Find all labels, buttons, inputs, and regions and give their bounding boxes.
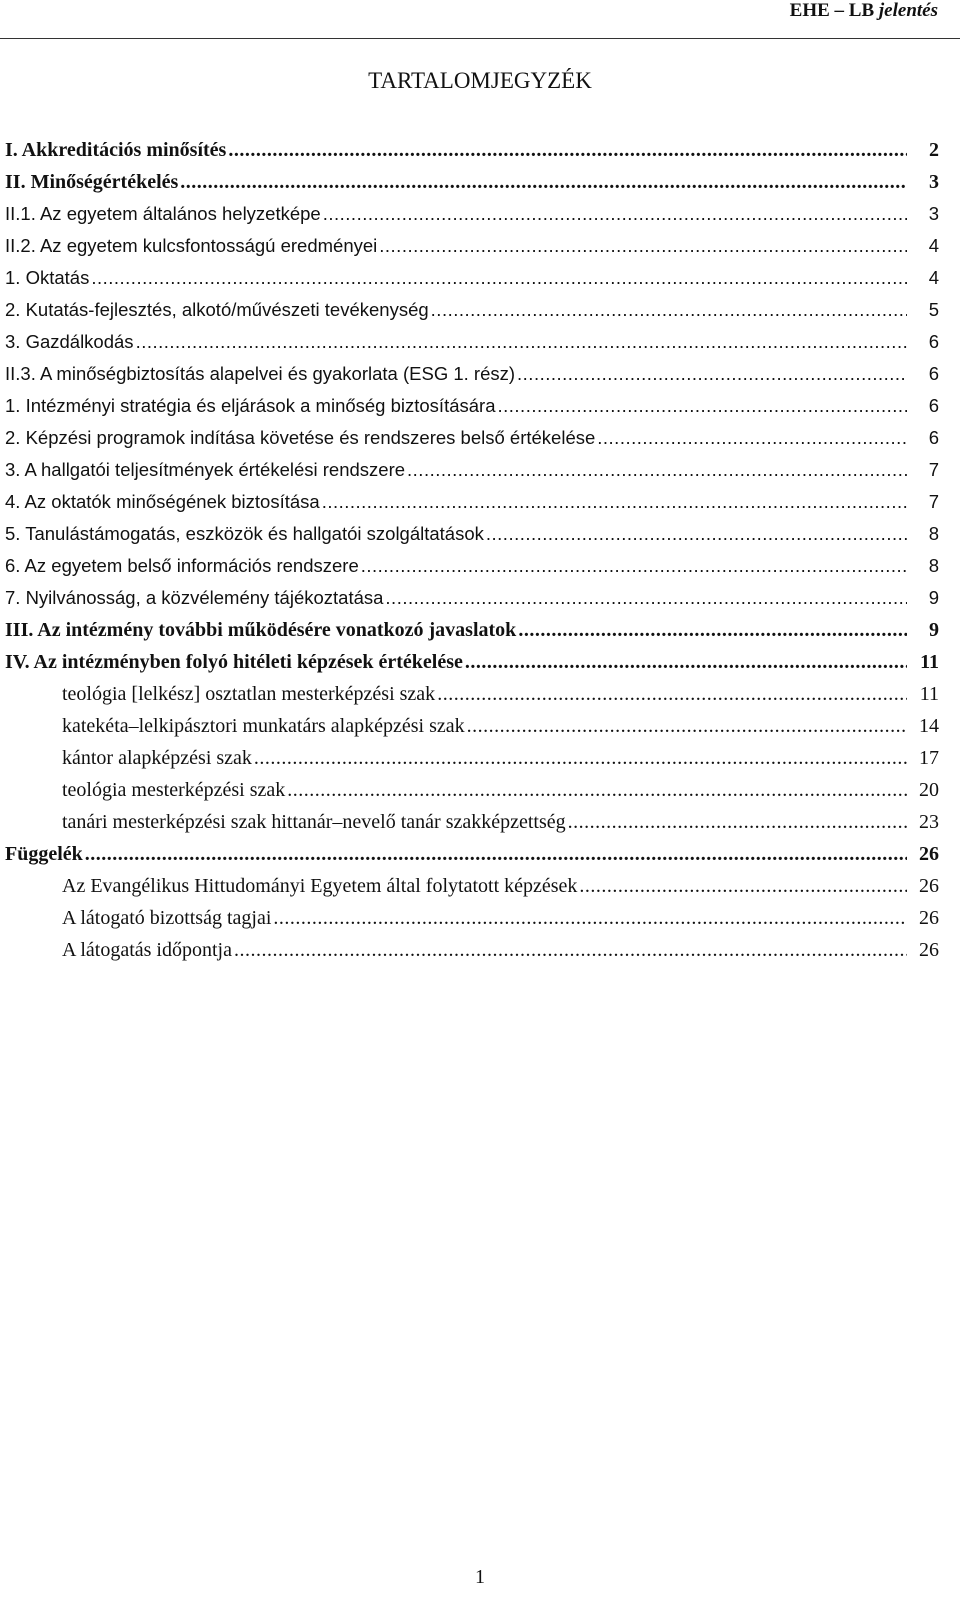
toc-entry[interactable] xyxy=(5,514,939,546)
toc-entry-page: 9 xyxy=(929,619,939,641)
toc-entry[interactable] xyxy=(5,450,939,482)
toc-entry-page: 17 xyxy=(919,747,939,769)
toc-entry-label: II.3. A minőségbiztosítás alapelvei és gyakorlata (ESG 1. rész) xyxy=(5,363,516,384)
toc-entry[interactable] xyxy=(5,930,939,962)
toc-entry[interactable] xyxy=(5,162,939,194)
toc-entry[interactable] xyxy=(5,290,939,322)
toc-entry-label: Az Evangélikus Hittudományi Egyetem által folytatott képzések xyxy=(62,875,578,897)
toc-entry-label: tanári mesterképzési szak hittanár–nevelő tanár szakképzettség xyxy=(62,811,566,833)
toc-dot-leader xyxy=(498,394,908,418)
toc-entry-label: III. Az intézmény további működésére vonatkozó javaslatok xyxy=(5,619,517,641)
toc-dot-leader xyxy=(437,682,907,706)
toc-entry-label: A látogató bizottság tagjai xyxy=(62,907,272,929)
toc-entry-label: 2. Képzési programok indítása követése és rendszeres belső értékelése xyxy=(5,427,596,448)
header-title: EHE – LB xyxy=(789,0,875,21)
toc-entry-page: 8 xyxy=(928,555,939,576)
toc-entry-label: katekéta–lelkipásztori munkatárs alapképzési szak xyxy=(62,715,465,737)
toc-entry-label: A látogatás időpontja xyxy=(62,939,232,961)
toc-dot-leader xyxy=(568,810,907,834)
toc-entry-label: 1. Oktatás xyxy=(5,267,90,288)
header-rule xyxy=(0,38,960,39)
toc-entry[interactable] xyxy=(5,770,939,802)
toc-entry-label: teológia mesterképzési szak xyxy=(62,779,286,801)
toc-entry-label: II.2. Az egyetem kulcsfontosságú eredményei xyxy=(5,235,378,256)
toc-dot-leader xyxy=(518,618,907,642)
toc-dot-leader xyxy=(597,426,907,450)
toc-entry-page: 26 xyxy=(919,843,939,865)
toc-dot-leader xyxy=(322,490,907,514)
toc-entry-page: 4 xyxy=(928,267,939,288)
toc-entry[interactable] xyxy=(5,898,939,930)
toc-entry-page: 6 xyxy=(928,395,939,416)
toc-entry-label: 4. Az oktatók minőségének biztosítása xyxy=(5,491,320,512)
toc-entry-page: 2 xyxy=(929,139,939,161)
toc-entry-label: teológia [lelkész] osztatlan mesterképzési szak xyxy=(62,683,436,705)
toc-entry[interactable] xyxy=(5,834,939,866)
toc-entry-page: 11 xyxy=(919,683,939,705)
toc-entry-page: 7 xyxy=(928,491,939,512)
toc-entry-page: 20 xyxy=(919,779,939,801)
toc-entry-label: kántor alapképzési szak xyxy=(62,747,252,769)
toc-entry-page: 11 xyxy=(920,651,939,673)
toc-entry[interactable] xyxy=(5,418,939,450)
toc-entry-page: 7 xyxy=(928,459,939,480)
toc-entry-label: 7. Nyilvánosság, a közvélemény tájékoztatása xyxy=(5,587,384,608)
toc-dot-leader xyxy=(254,746,907,770)
toc-dot-leader xyxy=(91,266,907,290)
toc-entry-page: 6 xyxy=(928,427,939,448)
toc-entry[interactable] xyxy=(5,866,939,898)
toc-entry-page: 9 xyxy=(928,587,939,608)
toc-dot-leader xyxy=(85,842,907,866)
toc-entry[interactable] xyxy=(5,578,939,610)
toc-entry[interactable] xyxy=(5,738,939,770)
toc-entry-label: 1. Intézményi stratégia és eljárások a minőség biztosítására xyxy=(5,395,496,416)
toc-entry[interactable] xyxy=(5,642,939,674)
toc-dot-leader xyxy=(379,234,907,258)
toc-dot-leader xyxy=(467,714,907,738)
toc-dot-leader xyxy=(517,362,907,386)
toc-entry-label: Függelék xyxy=(5,843,83,865)
toc-entry[interactable] xyxy=(5,546,939,578)
toc-entry-page: 3 xyxy=(928,203,939,224)
toc-dot-leader xyxy=(180,170,907,194)
toc-entry[interactable] xyxy=(5,258,939,290)
toc-dot-leader xyxy=(385,586,907,610)
toc-dot-leader xyxy=(228,138,907,162)
toc-entry[interactable] xyxy=(5,354,939,386)
toc-entry[interactable] xyxy=(5,706,939,738)
toc-entry[interactable] xyxy=(5,322,939,354)
toc-entry-page: 5 xyxy=(928,299,939,320)
toc-dot-leader xyxy=(323,202,907,226)
toc-entry-label: I. Akkreditációs minősítés xyxy=(5,139,227,161)
toc-dot-leader xyxy=(361,554,907,578)
toc-entry-label: II.1. Az egyetem általános helyzetképe xyxy=(5,203,321,224)
toc-entry[interactable] xyxy=(5,130,939,162)
toc-dot-leader xyxy=(136,330,907,354)
toc-dot-leader xyxy=(486,522,907,546)
toc-entry[interactable] xyxy=(5,482,939,514)
toc-entry-page: 26 xyxy=(919,939,939,961)
toc-entry-page: 23 xyxy=(919,811,939,833)
header-subtitle: jelentés xyxy=(878,0,938,21)
toc-entry-page: 8 xyxy=(928,523,939,544)
toc-dot-leader xyxy=(431,298,907,322)
toc-dot-leader xyxy=(287,778,907,802)
toc-entry-page: 6 xyxy=(928,331,939,352)
toc-entry-page: 6 xyxy=(928,363,939,384)
toc-entry-page: 3 xyxy=(929,171,939,193)
toc-entry-page: 14 xyxy=(919,715,939,737)
toc-entry-label: 3. A hallgatói teljesítmények értékelési rendszere xyxy=(5,459,406,480)
toc-entry[interactable] xyxy=(5,610,939,642)
toc-entry-label: IV. Az intézményben folyó hitéleti képzések értékelése xyxy=(5,651,463,673)
toc-entry-page: 26 xyxy=(919,875,939,897)
toc-dot-leader xyxy=(579,874,907,898)
page-title: TARTALOMJEGYZÉK xyxy=(368,68,592,93)
toc-entry[interactable] xyxy=(5,674,939,706)
toc-entry-label: II. Minőségértékelés xyxy=(5,171,179,193)
toc-dot-leader xyxy=(465,650,907,674)
toc-dot-leader xyxy=(407,458,907,482)
toc-dot-leader xyxy=(273,906,907,930)
toc-entry-label: 3. Gazdálkodás xyxy=(5,331,134,352)
toc-entry[interactable] xyxy=(5,386,939,418)
table-of-contents xyxy=(5,130,939,962)
page-number: 1 xyxy=(475,1566,485,1588)
toc-entry-page: 26 xyxy=(919,907,939,929)
toc-entry[interactable] xyxy=(5,802,939,834)
toc-dot-leader xyxy=(234,938,907,962)
toc-entry-label: 6. Az egyetem belső információs rendszere xyxy=(5,555,359,576)
toc-entry-label: 2. Kutatás-fejlesztés, alkotó/művészeti tevékenység xyxy=(5,299,429,320)
toc-entry[interactable] xyxy=(5,226,939,258)
running-header xyxy=(790,0,938,22)
toc-entry-label: 5. Tanulástámogatás, eszközök és hallgatói szolgáltatások xyxy=(5,523,484,544)
toc-entry[interactable] xyxy=(5,194,939,226)
toc-entry-page: 4 xyxy=(928,235,939,256)
